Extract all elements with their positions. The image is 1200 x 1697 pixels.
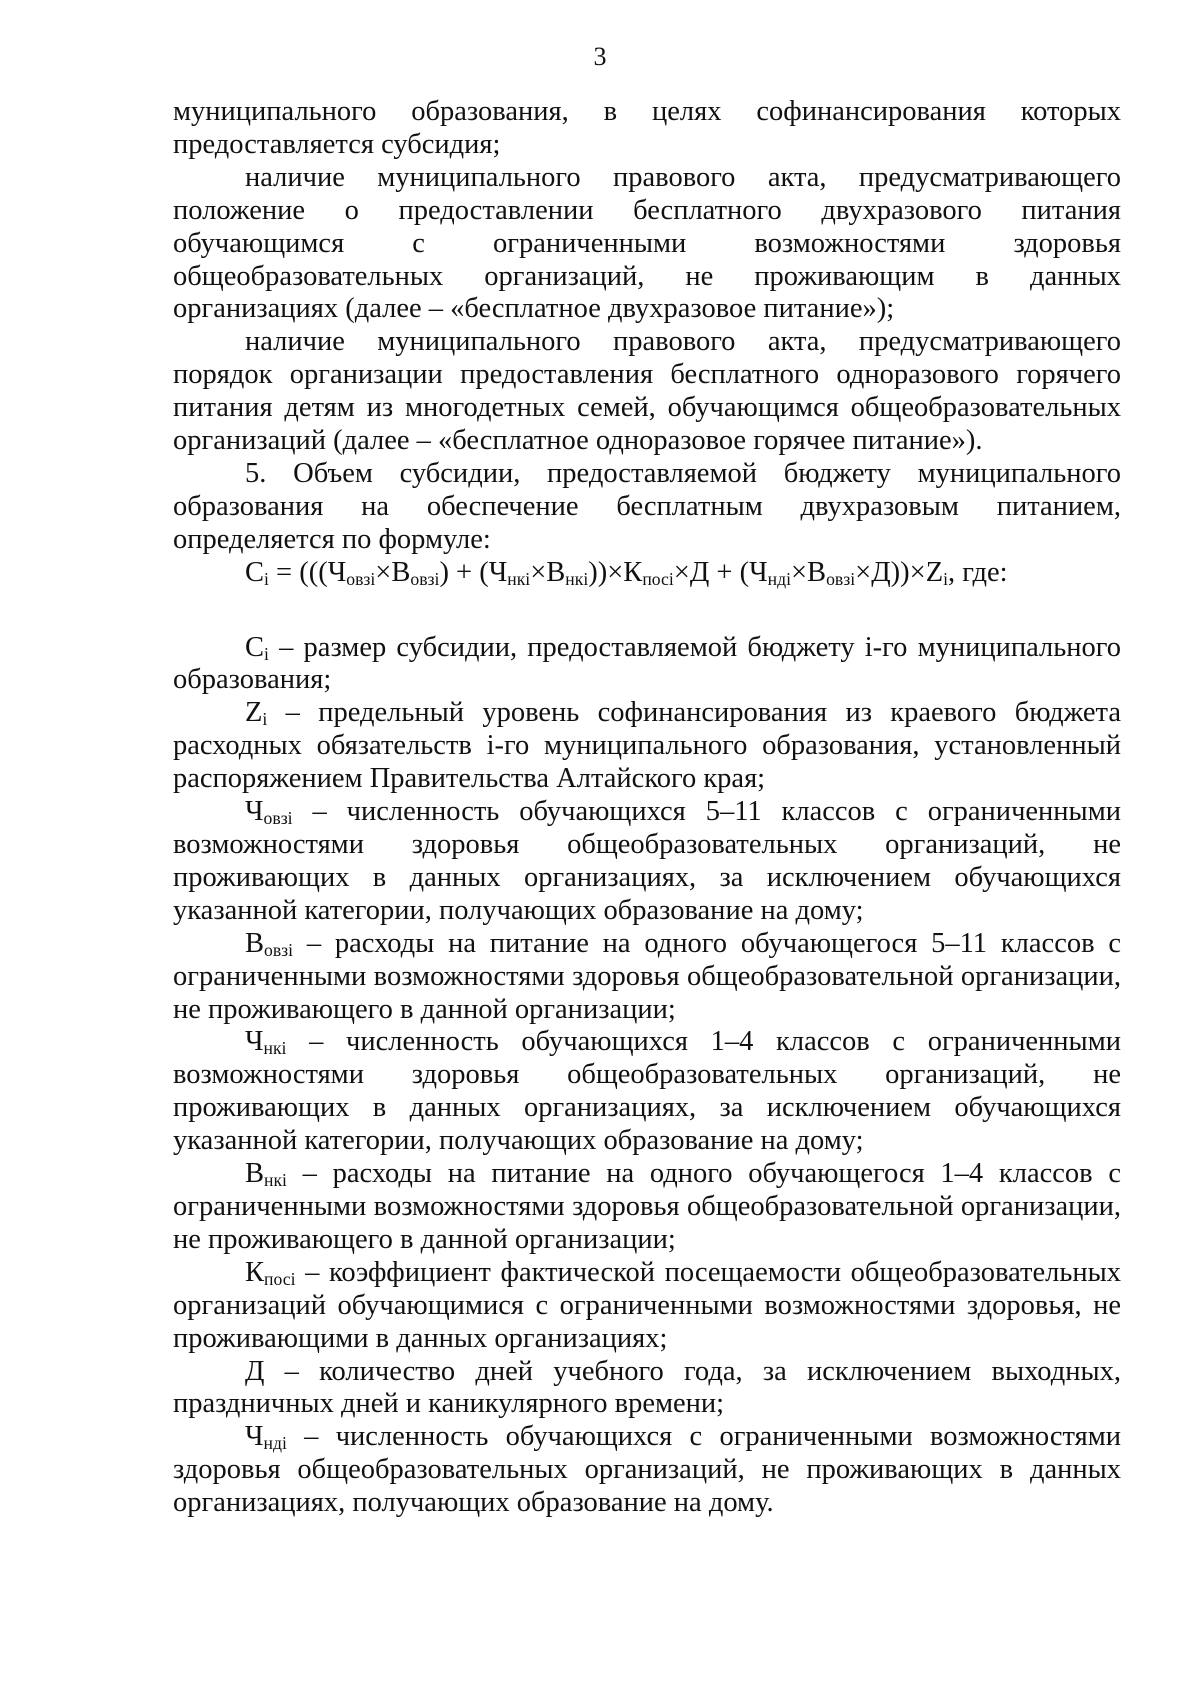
definition-symbol: Ч [245,796,264,828]
definition-text: – размер субсидии, предоставляемой бюджету i-го муниципального образования; [173,631,1121,696]
definition-v-nki [173,1158,1121,1257]
formula-part: ) + (Ч [439,556,508,588]
formula-part: C [245,556,265,588]
definition-text: – численность обучающихся с ограниченными возможностями здоровья общеобразовательных организаций, не проживающих в данных организациях, получающих образование на дому. [173,1421,1121,1519]
definition-text: – количество дней учебного года, за исключением выходных, праздничных дней и каникулярного времени; [173,1355,1121,1420]
definition-subscript: i [262,709,268,730]
definition-subscript: i [264,643,269,664]
paragraph-continuation: муниципального образования, в целях софинансирования которых предоставляется субсидия; [173,96,1121,160]
formula-subscript: нкi [507,568,531,589]
definition-subscript: овзi [264,939,294,960]
formula-part: ×Д + (Ч [673,556,768,588]
definition-zi [173,697,1121,796]
formula-part: ×В [530,556,566,588]
page-number: 3 [593,42,607,71]
definition-symbol: Ч [245,1026,264,1058]
definition-symbol: К [245,1256,265,1288]
definition-subscript: посi [264,1268,296,1289]
definition-symbol: В [245,927,265,959]
definition-symbol: В [245,1158,265,1190]
definition-v-ovzi [173,928,1121,1027]
definition-text: – расходы на питание на одного обучающегося 5–11 классов с ограниченными возможностями здоровья общеобразовательной организации, не проживающего в данной организации; [173,927,1121,1025]
formula-spacer [173,590,1121,632]
definition-text: – расходы на питание на одного обучающегося 1–4 классов с ограниченными возможностями здоровья общеобразовательной организации, не проживающего в данной организации; [173,1158,1121,1255]
paragraph-subsidy-volume: 5. Объем субсидии, предоставляемой бюджету муниципального образования на обеспечение бесплатным двухразовым питанием, определяется по формуле: [173,457,1121,555]
formula-part: ))×К [588,556,643,588]
definition-k-posi [173,1257,1121,1356]
definition-subscript: овзi [263,807,293,828]
definition-symbol: Ч [245,1421,264,1453]
formula-part: ×Д))×Z [855,556,944,588]
definition-symbol: Z [245,697,263,729]
formula-subscript: нкi [565,568,589,589]
formula-subscript: i [264,568,269,589]
definition-subscript: нкi [263,1038,287,1059]
paragraph-hot-meal-act: наличие муниципального правового акта, предусматривающего порядок организации предоставления бесплатного одноразового горячего питания детям из многодетных семей, обучающимся общеобразовательных организаций (далее – «бесплатное одноразовое горячее питание»). [173,326,1121,457]
formula-subscript: посi [642,568,674,589]
paragraph-two-meal-act: наличие муниципального правового акта, предусматривающего положение о предоставлении бесплатного двухразового питания обучающимся с ограниченными возможностями здоровья общеобразовательных организаций, не проживающим в данных организациях (далее – «бесплатное двухразовое питание»); [173,161,1121,325]
definition-text: – предельный уровень софинансирования из краевого бюджета расходных обязательств i-го муниципального образования, установленный распоряжением Правительства Алтайского края; [173,697,1121,795]
formula-subscript: овзi [346,568,376,589]
formula-part: , где: [948,556,1008,588]
definition-subscript: ндi [263,1433,287,1454]
definition-text: – численность обучающихся 1–4 классов с ограниченными возможностями здоровья общеобразовательных организаций, не проживающих в данных организациях, за исключением обучающихся указанной категории, получающих образование на дому; [173,1026,1121,1157]
formula-subscript: ндi [767,568,791,589]
formula-subscript: овзi [410,568,440,589]
formula-subscript: i [943,568,949,589]
definition-symbol: C [245,631,265,663]
document-body [173,96,1121,1520]
definition-symbol: Д [245,1355,265,1387]
formula-part: ×В [375,556,411,588]
formula-subscript: овзi [826,568,856,589]
formula-part: ×В [790,556,827,588]
subsidy-formula [245,557,1121,590]
definition-ch-ovzi [173,796,1121,928]
definition-d [173,1356,1121,1422]
definition-ci [173,632,1121,698]
definition-ch-ndi [173,1421,1121,1520]
definition-text: – численность обучающихся 5–11 классов с ограниченными возможностями здоровья общеобразовательных организаций, не проживающих в данных организациях, за исключением обучающихся указанной категории, получающих образование на дому; [173,796,1121,926]
definition-subscript: нкi [264,1169,287,1190]
formula-part: = (((Ч [268,556,347,588]
definition-text: – коэффициент фактической посещаемости общеобразовательных организаций обучающимися с ограниченными возможностями здоровья, не проживающими в данных организациях; [173,1256,1121,1354]
definition-ch-nki [173,1026,1121,1158]
